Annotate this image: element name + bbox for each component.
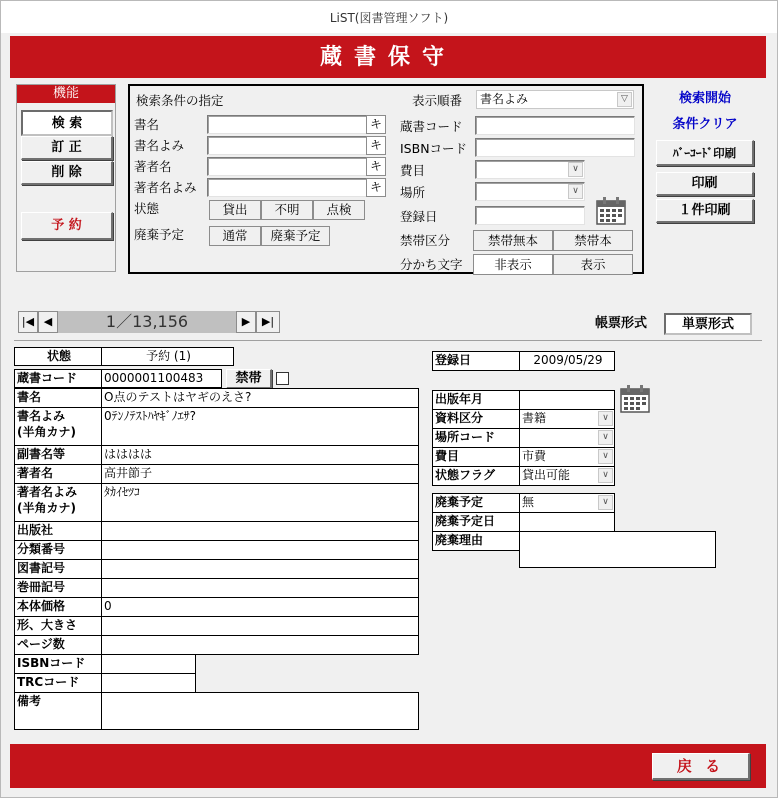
material-select[interactable]: 書籍	[519, 409, 615, 429]
page-title: 蔵書保守	[319, 44, 456, 70]
window-title: LiST(図書管理ソフト)	[1, 1, 777, 33]
barcode-print-button[interactable]: ﾊﾞｰｺｰﾄﾞ印刷	[656, 140, 754, 166]
first-record-button[interactable]: |◀	[18, 311, 38, 333]
disposal-date-value[interactable]	[519, 512, 615, 532]
publisher-value[interactable]	[101, 521, 419, 541]
print-one-button[interactable]: １件印刷	[656, 199, 754, 223]
price-value[interactable]: 0	[101, 597, 419, 617]
author-search-input[interactable]	[207, 157, 367, 176]
subtitle-value[interactable]: はははは	[101, 445, 419, 465]
reg-date-search-input[interactable]	[475, 206, 585, 225]
status-unknown-button[interactable]: 不明	[261, 200, 313, 220]
expense-label: 費目	[400, 163, 426, 178]
split-show-button[interactable]: 表示	[553, 254, 633, 275]
code-value[interactable]: 0000001100483	[101, 369, 222, 388]
clear-conditions-button[interactable]: 条件クリア	[656, 114, 754, 138]
author-yomi-label: 著者名よみ	[134, 180, 197, 195]
pub-date-label: 出版年月	[432, 390, 520, 410]
search-start-button[interactable]: 検索開始	[656, 88, 754, 112]
calendar-icon[interactable]	[619, 384, 651, 414]
expense-label: 費目	[432, 447, 520, 467]
delete-mode-button[interactable]: 削 除	[21, 161, 113, 185]
code-label: 蔵書コード	[14, 369, 102, 388]
isbn-label: ISBNコード	[400, 141, 468, 156]
expense-select[interactable]: 市費	[519, 447, 615, 467]
pub-date-value[interactable]	[519, 390, 615, 410]
chevron-down-icon[interactable]: ∨	[568, 184, 583, 199]
size-value[interactable]	[101, 616, 419, 636]
title-yomi-key-button[interactable]: キ	[366, 136, 386, 155]
split-char-label: 分かち文字	[400, 257, 463, 272]
book-mark-value[interactable]	[101, 559, 419, 579]
reserve-button[interactable]: 予 約	[21, 212, 113, 240]
sort-order-select[interactable]: 書名よみ	[476, 90, 634, 109]
title-label: 書名	[134, 117, 160, 132]
title-yomi-search-input[interactable]	[207, 136, 367, 155]
edit-mode-button[interactable]: 訂 正	[21, 136, 113, 160]
chevron-down-icon[interactable]: ∨	[598, 468, 613, 483]
next-record-button[interactable]: ▶	[236, 311, 256, 333]
material-label: 資料区分	[432, 409, 520, 429]
class-number-value[interactable]	[101, 540, 419, 560]
divider	[14, 340, 762, 341]
title-key-button[interactable]: キ	[366, 115, 386, 134]
print-button[interactable]: 印刷	[656, 172, 754, 196]
publisher-label: 出版社	[14, 521, 102, 541]
chevron-down-icon[interactable]: ∨	[598, 411, 613, 426]
title-label: 書名	[14, 388, 102, 408]
isbn-search-input[interactable]	[475, 138, 635, 157]
last-record-button[interactable]: ▶|	[256, 311, 280, 333]
author-label: 著者名	[134, 159, 172, 174]
prev-record-button[interactable]: ◀	[38, 311, 58, 333]
pages-value[interactable]	[101, 635, 419, 655]
code-search-input[interactable]	[475, 116, 635, 135]
disposal-label: 廃棄予定	[134, 227, 185, 242]
place-code-label: 場所コード	[432, 428, 520, 448]
back-button[interactable]: 戻 る	[652, 753, 750, 780]
author-value[interactable]: 高井節子	[101, 464, 419, 484]
disposal-reason-label: 廃棄理由	[432, 531, 520, 551]
ban-none-button[interactable]: 禁帯無本	[473, 230, 553, 251]
disposal-reason-value[interactable]	[519, 531, 716, 568]
split-hide-button[interactable]: 非表示	[473, 254, 553, 275]
place-label: 場所	[400, 185, 426, 200]
class-number-label: 分類番号	[14, 540, 102, 560]
calendar-icon[interactable]	[595, 196, 627, 226]
title-yomi-label: 書名よみ	[134, 138, 185, 153]
ban-book-button[interactable]: 禁帯本	[553, 230, 633, 251]
disposal-date-label: 廃棄予定日	[432, 512, 520, 532]
chevron-down-icon[interactable]: ∨	[598, 430, 613, 445]
status-flag-select[interactable]: 貸出可能	[519, 466, 615, 486]
volume-mark-label: 巻冊記号	[14, 578, 102, 598]
isbn-value[interactable]	[101, 654, 196, 674]
author-yomi-search-input[interactable]	[207, 178, 367, 197]
ban-toggle-button[interactable]: 禁帯	[226, 369, 272, 389]
disposal-scheduled-button[interactable]: 廃棄予定	[261, 226, 330, 246]
status-check-button[interactable]: 点検	[313, 200, 365, 220]
sort-order-label: 表示順番	[412, 93, 463, 108]
title-yomi-label: 書名よみ (半角カナ)	[14, 407, 102, 446]
chevron-down-icon[interactable]: ∨	[598, 495, 613, 510]
subtitle-label: 副書名等	[14, 445, 102, 465]
notes-label: 備考	[14, 692, 102, 730]
price-label: 本体価格	[14, 597, 102, 617]
author-yomi-label: 著者名よみ (半角カナ)	[14, 483, 102, 522]
disposal-normal-button[interactable]: 通常	[209, 226, 261, 246]
chevron-down-icon[interactable]: ∨	[598, 449, 613, 464]
ban-label: 禁帯区分	[400, 233, 451, 248]
status-loan-button[interactable]: 貸出	[209, 200, 261, 220]
book-mark-label: 図書記号	[14, 559, 102, 579]
chevron-down-icon[interactable]: ∨	[568, 162, 583, 177]
trc-label: TRCコード	[14, 673, 102, 693]
function-panel-title: 機能	[17, 85, 115, 103]
pages-label: ページ数	[14, 635, 102, 655]
search-mode-button[interactable]: 検 索	[21, 110, 113, 136]
title-search-input[interactable]	[207, 115, 367, 134]
disposal-label: 廃棄予定	[432, 493, 520, 513]
code-label: 蔵書コード	[400, 119, 463, 134]
author-yomi-value[interactable]: ﾀｶｲｾﾂｺ	[101, 483, 419, 522]
notes-value[interactable]	[101, 692, 419, 730]
reg-date-label: 登録日	[400, 209, 438, 224]
status-label: 状態	[134, 201, 160, 216]
tab-single-view[interactable]: 単票形式	[664, 313, 752, 335]
record-position: 1／13,156	[58, 311, 236, 333]
reg-date-label: 登録日	[432, 351, 520, 371]
size-label: 形、大きさ	[14, 616, 102, 636]
reg-date-value[interactable]: 2009/05/29	[519, 351, 615, 371]
status-value: 予約 (1)	[101, 347, 234, 366]
volume-mark-value[interactable]	[101, 578, 419, 598]
chevron-down-icon[interactable]: ▽	[617, 92, 632, 107]
isbn-label: ISBNコード	[14, 654, 102, 674]
author-label: 著者名	[14, 464, 102, 484]
author-yomi-key-button[interactable]: キ	[366, 178, 386, 197]
tab-list-view[interactable]: 帳票形式	[594, 316, 647, 331]
trc-value[interactable]	[101, 673, 196, 693]
author-key-button[interactable]: キ	[366, 157, 386, 176]
status-label: 状態	[14, 347, 102, 366]
search-conditions-title: 検索条件の指定	[136, 93, 224, 108]
title-value[interactable]: O点のテストはヤギのえさ?	[101, 388, 419, 408]
disposal-select[interactable]: 無	[519, 493, 615, 513]
ban-checkbox[interactable]	[276, 372, 289, 385]
title-yomi-value[interactable]: 0ﾃﾝﾉﾃｽﾄﾊﾔｷﾞﾉｴｻ?	[101, 407, 419, 446]
status-flag-label: 状態フラグ	[432, 466, 520, 486]
